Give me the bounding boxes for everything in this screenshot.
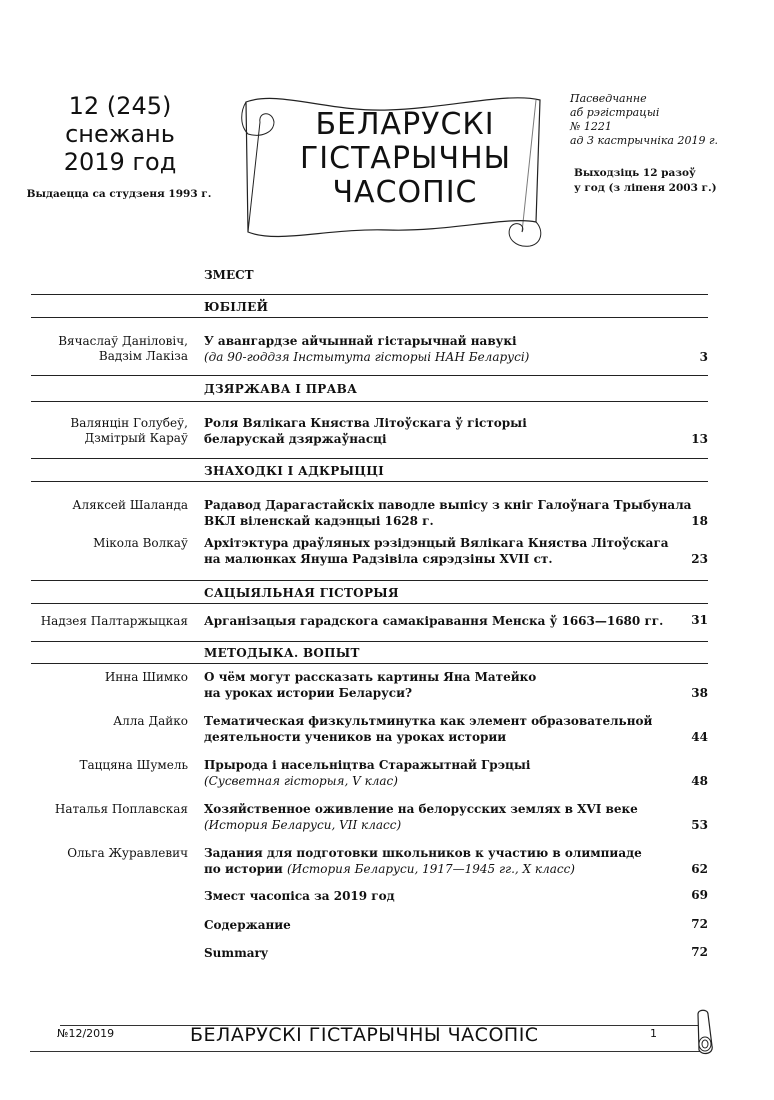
entry-page: 18 (691, 514, 708, 528)
entry-title[interactable] (204, 917, 674, 933)
logo-line: БЕЛАРУСКІ (315, 107, 495, 142)
frequency-info (574, 166, 774, 196)
author-name: Алла Дайко (113, 714, 188, 728)
divider (31, 481, 708, 482)
entry-title-text: Тематическая физкультминутка как элемент образовательной (204, 714, 653, 728)
entry-title-text: Содержание (204, 918, 291, 932)
author-name: Инна Шимко (104, 670, 188, 684)
entry-title-text: Змест часопіса за 2019 год (204, 889, 395, 903)
footer-issue: №12/2019 (57, 1027, 115, 1040)
published-since: Выдаецца са студзеня 1993 г. (26, 188, 212, 200)
divider (31, 294, 708, 295)
issue-info (20, 92, 220, 176)
entry-title[interactable] (204, 801, 674, 833)
entry-authors (67, 846, 188, 861)
registration-info (570, 92, 770, 148)
entry-title-text: Роля Вялікага Княства Літоўскага ў гісторыі (204, 416, 527, 430)
entry-title-text: Задания для подготовки школьников к участию в олимпиаде (204, 846, 642, 860)
footer-divider (30, 1051, 710, 1052)
logo-line: ЧАСОПІС (332, 175, 478, 210)
entry-title-text: Арганізацыя гарадскога самакіравання Менска ў 1663—1680 гг. (204, 614, 664, 628)
entry-subtitle: (История Беларуси, VII класс) (204, 818, 402, 832)
author-name: Валянцін Голубеў, (70, 416, 188, 430)
section-heading: МЕТОДЫКА. ВОПЫТ (204, 646, 360, 660)
entry-title[interactable] (204, 613, 674, 629)
entry-subtitle: (да 90-годдзя Інстытута гісторыі НАН Беларусі) (204, 350, 530, 364)
entry-authors (80, 758, 188, 773)
section-heading: САЦЫЯЛЬНАЯ ГІСТОРЫЯ (204, 586, 399, 600)
entry-page: 3 (699, 350, 708, 364)
entry-authors (113, 714, 188, 729)
journal-logo-text (300, 108, 510, 210)
entry-title-text: на малюнках Януша Радзівіла сярэдзіны XVII ст. (204, 552, 553, 566)
entry-authors (55, 802, 188, 817)
divider (31, 580, 708, 581)
entry-title-text: на уроках истории Беларуси? (204, 686, 413, 700)
divider (31, 401, 708, 402)
registration-line: Пасведчанне (570, 92, 647, 105)
entry-title[interactable] (204, 333, 674, 365)
entry-title[interactable] (204, 757, 674, 789)
divider (31, 375, 708, 376)
entry-subtitle: (Сусветная гісторыя, V клас) (204, 774, 398, 788)
section-heading: ДЗЯРЖАВА І ПРАВА (204, 382, 358, 396)
entry-title[interactable] (204, 945, 674, 961)
entry-title-text: Summary (204, 946, 268, 960)
logo-line: ГІСТАРЫЧНЫ (300, 141, 512, 176)
divider (31, 603, 708, 604)
entry-title-text: деятельности учеников на уроках истории (204, 730, 507, 744)
entry-title-text: ВКЛ віленскай кадэнцыі 1628 г. (204, 514, 434, 528)
footer-logo: БЕЛАРУСКІ ГІСТАРЫЧНЫ ЧАСОПІС (190, 1024, 539, 1046)
author-name: Надзея Палтаржыцкая (40, 614, 188, 628)
entry-page: 53 (691, 818, 708, 832)
entry-page: 72 (691, 945, 708, 959)
entry-page: 62 (691, 862, 708, 876)
author-name: Таццяна Шумель (79, 758, 188, 772)
entry-page: 72 (691, 917, 708, 931)
entry-page: 44 (691, 730, 708, 744)
divider (31, 641, 708, 642)
entry-page: 38 (691, 686, 708, 700)
section-heading: ЗНАХОДКІ І АДКРЫЦЦІ (204, 464, 385, 478)
entry-title[interactable] (204, 669, 674, 701)
entry-title[interactable] (204, 535, 674, 567)
entry-title-text: Хозяйственное оживление на белорусских землях в XVI веке (204, 802, 638, 816)
entry-page: 69 (691, 888, 708, 902)
entry-authors (93, 536, 188, 551)
scroll-icon (690, 1008, 720, 1058)
entry-title-text: Архітэктура драўляных рэзідэнцый Вялікага Княства Літоўскага (204, 536, 669, 550)
frequency-line: у год (з ліпеня 2003 г.) (574, 182, 717, 194)
entry-page: 31 (691, 613, 708, 627)
entry-title-text: У авангардзе айчыннай гістарычнай навукі (204, 334, 517, 348)
divider (31, 663, 708, 664)
entry-page: 48 (691, 774, 708, 788)
entry-authors (105, 670, 188, 685)
entry-title-text: Прырода і насельніцтва Старажытнай Грэцыі (204, 758, 531, 772)
entry-authors (70, 416, 188, 446)
author-name: Ольга Журавлевич (67, 846, 188, 860)
entry-title[interactable] (204, 497, 692, 529)
divider (31, 317, 708, 318)
entry-title-text: беларускай дзяржаўнасці (204, 432, 387, 446)
author-name: Вячаслаў Даніловіч, (58, 334, 188, 348)
entry-title[interactable] (204, 415, 674, 447)
entry-title-text: О чём могут рассказать картины Яна Матейко (204, 670, 537, 684)
entry-authors (41, 614, 188, 629)
entry-subtitle: (История Беларуси, 1917—1945 гг., X класс) (287, 862, 575, 876)
author-name: Дзмітрый Караў (84, 431, 188, 445)
entry-title-text: по истории (204, 862, 283, 876)
entry-authors (58, 334, 188, 364)
registration-line: ад 3 кастрычніка 2019 г. (570, 134, 719, 147)
frequency-line: Выходзіць 12 разоў (574, 167, 696, 179)
entry-title[interactable] (204, 845, 674, 877)
author-name: Мікола Волкаў (93, 536, 188, 550)
entry-title-text: Радавод Дарагастайскіх паводле выпісу з кніг Галоўнага Трыбунала (204, 498, 692, 512)
registration-line: аб рэгістрацыі (570, 106, 660, 119)
entry-page: 13 (691, 432, 708, 446)
author-name: Наталья Поплавская (54, 802, 188, 816)
author-name: Аляксей Шаланда (72, 498, 188, 512)
issue-year: 2019 год (63, 148, 177, 176)
entry-authors (72, 498, 188, 513)
registration-line: № 1221 (570, 120, 612, 133)
toc-title: ЗМЕСТ (204, 268, 254, 282)
divider (31, 458, 708, 459)
issue-number: 12 (245) (68, 92, 172, 120)
section-heading: ЮБІЛЕЙ (204, 300, 269, 314)
entry-title[interactable] (204, 888, 674, 904)
author-name: Вадзім Лакіза (98, 349, 188, 363)
entry-title[interactable] (204, 713, 674, 745)
entry-page: 23 (691, 552, 708, 566)
footer-page-number: 1 (650, 1027, 657, 1040)
issue-month: снежань (65, 120, 175, 148)
